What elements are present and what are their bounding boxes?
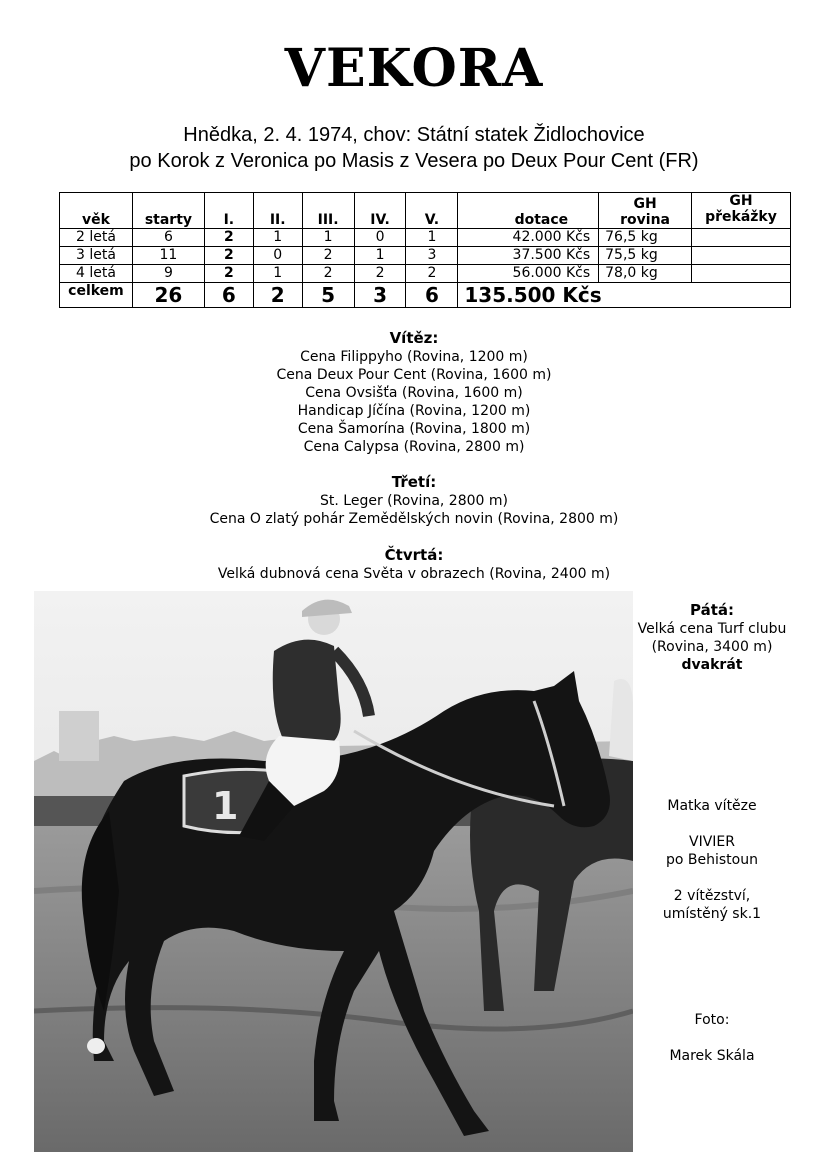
- cell-second: 1: [253, 229, 302, 247]
- photo-credit: [632, 1011, 792, 1065]
- saddle-number: 1: [212, 784, 239, 828]
- col-header-gh-flat: GH rovina: [599, 193, 692, 229]
- cell-starts: 11: [132, 247, 204, 265]
- cell-total-fourth: 3: [354, 283, 406, 308]
- photo-credit-author: Marek Skála: [669, 1048, 755, 1064]
- table-row: [60, 229, 791, 247]
- col-header-third: III.: [302, 193, 354, 229]
- cell-total-prize: 135.500 Kčs: [458, 283, 791, 308]
- cell-total-starts: 26: [132, 283, 204, 308]
- col-header-prize: dotace: [458, 193, 599, 229]
- cell-gh-jumps: [692, 229, 791, 247]
- cell-fourth: 1: [354, 247, 406, 265]
- race-item: Handicap Jíčína (Rovina, 1200 m): [297, 403, 531, 419]
- race-item: Cena Calypsa (Rovina, 2800 m): [303, 439, 525, 455]
- section-fifth: [632, 600, 792, 674]
- race-item: Velká dubnová cena Světa v obrazech (Rovina, 2400 m): [217, 566, 611, 582]
- race-item: Cena Šamorína (Rovina, 1800 m): [297, 421, 531, 437]
- race-item: Cena Ovsišťa (Rovina, 1600 m): [305, 385, 523, 401]
- cell-age: 2 letá: [60, 229, 133, 247]
- table-row: [60, 247, 791, 265]
- cell-total-third: 5: [302, 283, 354, 308]
- cell-prize: 42.000 Kčs: [458, 229, 599, 247]
- cell-fourth: 0: [354, 229, 406, 247]
- cell-fourth: 2: [354, 265, 406, 283]
- cell-gh-jumps: [692, 265, 791, 283]
- section-heading: Třetí:: [391, 473, 437, 491]
- table-header-row: [60, 193, 791, 229]
- cell-first: 2: [204, 265, 253, 283]
- race-stats-table: [59, 192, 791, 308]
- race-item: Cena Deux Pour Cent (Rovina, 1600 m): [276, 367, 552, 383]
- cell-total-second: 2: [253, 283, 302, 308]
- cell-first: 2: [204, 229, 253, 247]
- table-total-row: [60, 283, 791, 308]
- cell-starts: 6: [132, 229, 204, 247]
- col-header-second: II.: [253, 193, 302, 229]
- cell-second: 0: [253, 247, 302, 265]
- section-heading: Čtvrtá:: [384, 546, 444, 564]
- dam-name: VIVIER: [689, 834, 735, 850]
- dam-info: [632, 797, 792, 923]
- cell-third: 2: [302, 265, 354, 283]
- cell-fifth: 1: [406, 229, 458, 247]
- cell-gh-flat: 78,0 kg: [599, 265, 692, 283]
- dam-placed: umístěný sk.1: [662, 906, 762, 922]
- cell-prize: 56.000 Kčs: [458, 265, 599, 283]
- race-item-detail: (Rovina, 3400 m): [651, 639, 773, 655]
- section-fourth: [0, 545, 828, 583]
- col-header-starts: starty: [132, 193, 204, 229]
- section-third: [0, 472, 828, 528]
- page-title: VEKORA: [284, 38, 544, 99]
- photo-credit-label: Foto:: [694, 1012, 730, 1028]
- section-heading: Vítěz:: [389, 329, 439, 347]
- horse-photo: [34, 591, 633, 1152]
- race-item: Cena Filippyho (Rovina, 1200 m): [300, 349, 528, 365]
- cell-gh-flat: 76,5 kg: [599, 229, 692, 247]
- cell-starts: 9: [132, 265, 204, 283]
- section-heading: Pátá:: [689, 601, 734, 619]
- race-item: Velká cena Turf clubu: [637, 621, 787, 637]
- col-header-fifth: V.: [406, 193, 458, 229]
- cell-third: 1: [302, 229, 354, 247]
- cell-prize: 37.500 Kčs: [458, 247, 599, 265]
- race-item: St. Leger (Rovina, 2800 m): [320, 493, 508, 509]
- horse-pedigree: po Korok z Veronica po Masis z Vesera po Deux Pour Cent (FR): [129, 150, 699, 172]
- dam-label: Matka vítěze: [667, 798, 757, 814]
- cell-fifth: 2: [406, 265, 458, 283]
- cell-third: 2: [302, 247, 354, 265]
- col-header-age: věk: [60, 193, 133, 229]
- section-winner: [0, 328, 828, 456]
- horse-description: Hnědka, 2. 4. 1974, chov: Státní statek Židlochovice: [183, 124, 645, 146]
- cell-total-first: 6: [204, 283, 253, 308]
- cell-total-label: celkem: [60, 283, 133, 308]
- cell-gh-flat: 75,5 kg: [599, 247, 692, 265]
- dam-wins: 2 vítězství,: [673, 888, 751, 904]
- cell-total-fifth: 6: [406, 283, 458, 308]
- cell-age: 4 letá: [60, 265, 133, 283]
- cell-age: 3 letá: [60, 247, 133, 265]
- dam-sire: po Behistoun: [666, 852, 758, 868]
- race-item-times: dvakrát: [681, 657, 743, 673]
- cell-fifth: 3: [406, 247, 458, 265]
- col-header-first: I.: [204, 193, 253, 229]
- cell-first: 2: [204, 247, 253, 265]
- cell-gh-jumps: [692, 247, 791, 265]
- cell-second: 1: [253, 265, 302, 283]
- race-item: Cena O zlatý pohár Zemědělských novin (Rovina, 2800 m): [209, 511, 619, 527]
- col-header-fourth: IV.: [354, 193, 406, 229]
- col-header-gh-jumps: GH překážky: [692, 193, 791, 229]
- table-row: [60, 265, 791, 283]
